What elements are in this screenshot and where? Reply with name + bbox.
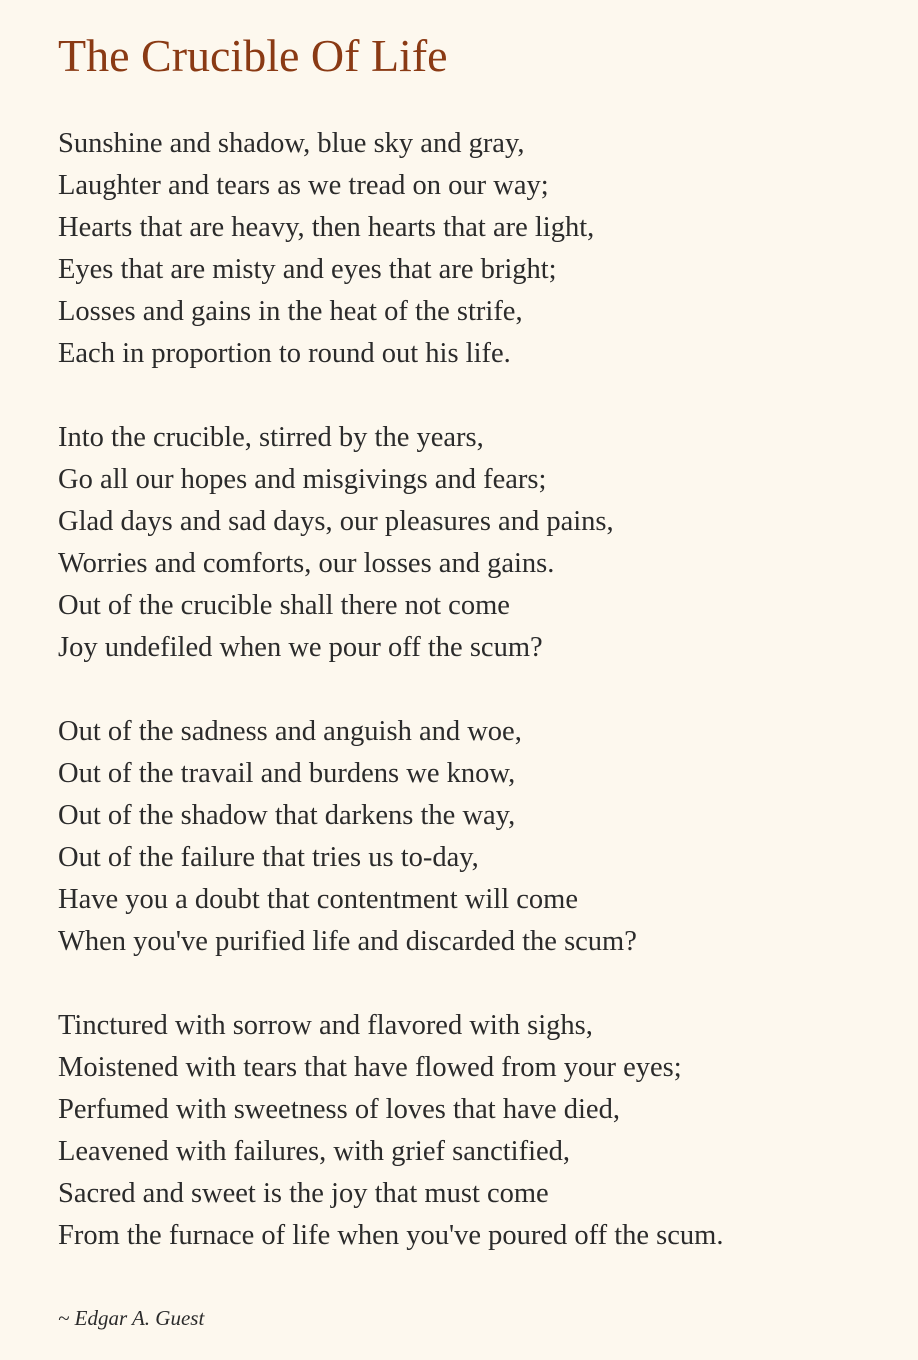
- poem-line: When you've purified life and discarded the scum?: [58, 926, 637, 957]
- poem-body: [58, 123, 918, 1257]
- poem-line: Go all our hopes and misgivings and fears;: [58, 464, 547, 495]
- poem-title: The Crucible Of Life: [58, 30, 448, 81]
- poem-line: Out of the travail and burdens we know,: [58, 758, 516, 789]
- poem-line: Out of the failure that tries us to-day,: [58, 842, 479, 873]
- poem-line: Laughter and tears as we tread on our way;: [58, 170, 549, 201]
- poem-line: Glad days and sad days, our pleasures and pains,: [58, 506, 614, 537]
- poem-line: Joy undefiled when we pour off the scum?: [58, 632, 543, 663]
- poem-line: From the furnace of life when you've poured off the scum.: [58, 1220, 724, 1251]
- stanza-4: [58, 1005, 918, 1257]
- poem-line: Tinctured with sorrow and flavored with sighs,: [58, 1010, 593, 1041]
- poem-line: Losses and gains in the heat of the strife,: [58, 296, 523, 327]
- poem-line: Into the crucible, stirred by the years,: [58, 422, 484, 453]
- poem-author: ~ Edgar A. Guest: [58, 1306, 205, 1330]
- poem-line: Have you a doubt that contentment will come: [58, 884, 578, 915]
- poem-line: Sunshine and shadow, blue sky and gray,: [58, 128, 525, 159]
- stanza-2: [58, 417, 918, 669]
- poem-line: Each in proportion to round out his life.: [58, 338, 511, 369]
- poem-line: Leavened with failures, with grief sanctified,: [58, 1136, 571, 1167]
- poem-line: Worries and comforts, our losses and gains.: [58, 548, 555, 579]
- poem-line: Hearts that are heavy, then hearts that are light,: [58, 212, 595, 243]
- stanza-1: [58, 123, 918, 375]
- poem-line: Out of the shadow that darkens the way,: [58, 800, 516, 831]
- poem-line: Moistened with tears that have flowed from your eyes;: [58, 1052, 682, 1083]
- poem-line: Perfumed with sweetness of loves that have died,: [58, 1094, 620, 1125]
- stanza-3: [58, 711, 918, 963]
- poem-line: Sacred and sweet is the joy that must come: [58, 1178, 549, 1209]
- poem-line: Eyes that are misty and eyes that are bright;: [58, 254, 557, 285]
- poem-line: Out of the sadness and anguish and woe,: [58, 716, 522, 747]
- poem-line: Out of the crucible shall there not come: [58, 590, 510, 621]
